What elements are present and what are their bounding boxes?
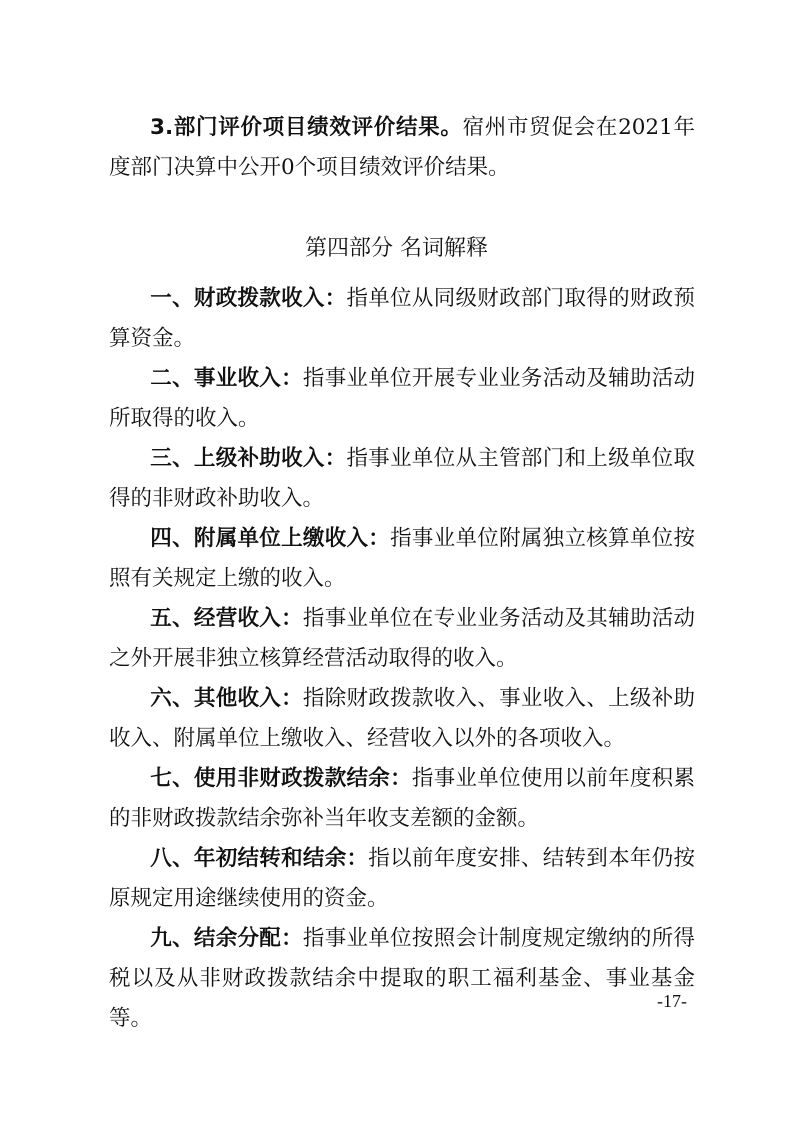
definition-term: 九、结余分配： bbox=[150, 926, 303, 951]
definition-paragraph bbox=[109, 839, 695, 919]
definition-text: 指事业单位使用以前年度积累的非财政拨款结余弥补当年收支差额的金额。 bbox=[109, 766, 695, 831]
page-number: -17- bbox=[657, 991, 687, 1011]
definition-text: 指事业单位在专业业务活动及其辅助活动之外开展非独立核算经营活动取得的收入。 bbox=[109, 606, 695, 671]
definition-term: 六、其他收入： bbox=[150, 686, 303, 711]
definition-term: 七、使用非财政拨款结余： bbox=[150, 766, 412, 791]
definition-text: 指事业单位开展专业业务活动及辅助活动所取得的收入。 bbox=[109, 366, 695, 431]
definition-text: 指事业单位从主管部门和上级单位取得的非财政补助收入。 bbox=[109, 446, 695, 511]
definition-text: 指事业单位按照会计制度规定缴纳的所得税以及从非财政拨款结余中提取的职工福利基金、事业基金等。 bbox=[109, 926, 695, 1031]
definition-text: 指以前年度安排、结转到本年仍按原规定用途继续使用的资金。 bbox=[109, 846, 695, 911]
section3-text: 宿州市贸促会在2021年度部门决算中公开0个项目绩效评价结果。 bbox=[109, 115, 695, 180]
definition-paragraph bbox=[109, 279, 695, 359]
definition-paragraph bbox=[109, 599, 695, 679]
part-title: 第四部分 名词解释 bbox=[305, 236, 488, 261]
definition-term: 二、事业收入： bbox=[150, 366, 303, 391]
definition-term: 一、财政拨款收入： bbox=[150, 286, 347, 311]
definition-paragraph bbox=[109, 439, 695, 519]
definition-paragraph bbox=[109, 919, 695, 1039]
definition-text: 指事业单位附属独立核算单位按照有关规定上缴的收入。 bbox=[109, 526, 695, 591]
definition-paragraph bbox=[109, 519, 695, 599]
section3-term: 3.部门评价项目绩效评价结果。 bbox=[150, 115, 463, 140]
definition-term: 四、附属单位上缴收入： bbox=[150, 526, 391, 551]
definition-text: 指除财政拨款收入、事业收入、上级补助收入、附属单位上缴收入、经营收入以外的各项收入。 bbox=[109, 686, 695, 751]
definition-term: 八、年初结转和结余： bbox=[150, 846, 369, 871]
section3-paragraph bbox=[109, 108, 695, 188]
definition-term: 五、经营收入： bbox=[150, 606, 303, 631]
definition-paragraph bbox=[109, 759, 695, 839]
definition-term: 三、上级补助收入： bbox=[150, 446, 347, 471]
definition-paragraph bbox=[109, 679, 695, 759]
definition-paragraph bbox=[109, 359, 695, 439]
definition-text: 指单位从同级财政部门取得的财政预算资金。 bbox=[109, 286, 695, 351]
